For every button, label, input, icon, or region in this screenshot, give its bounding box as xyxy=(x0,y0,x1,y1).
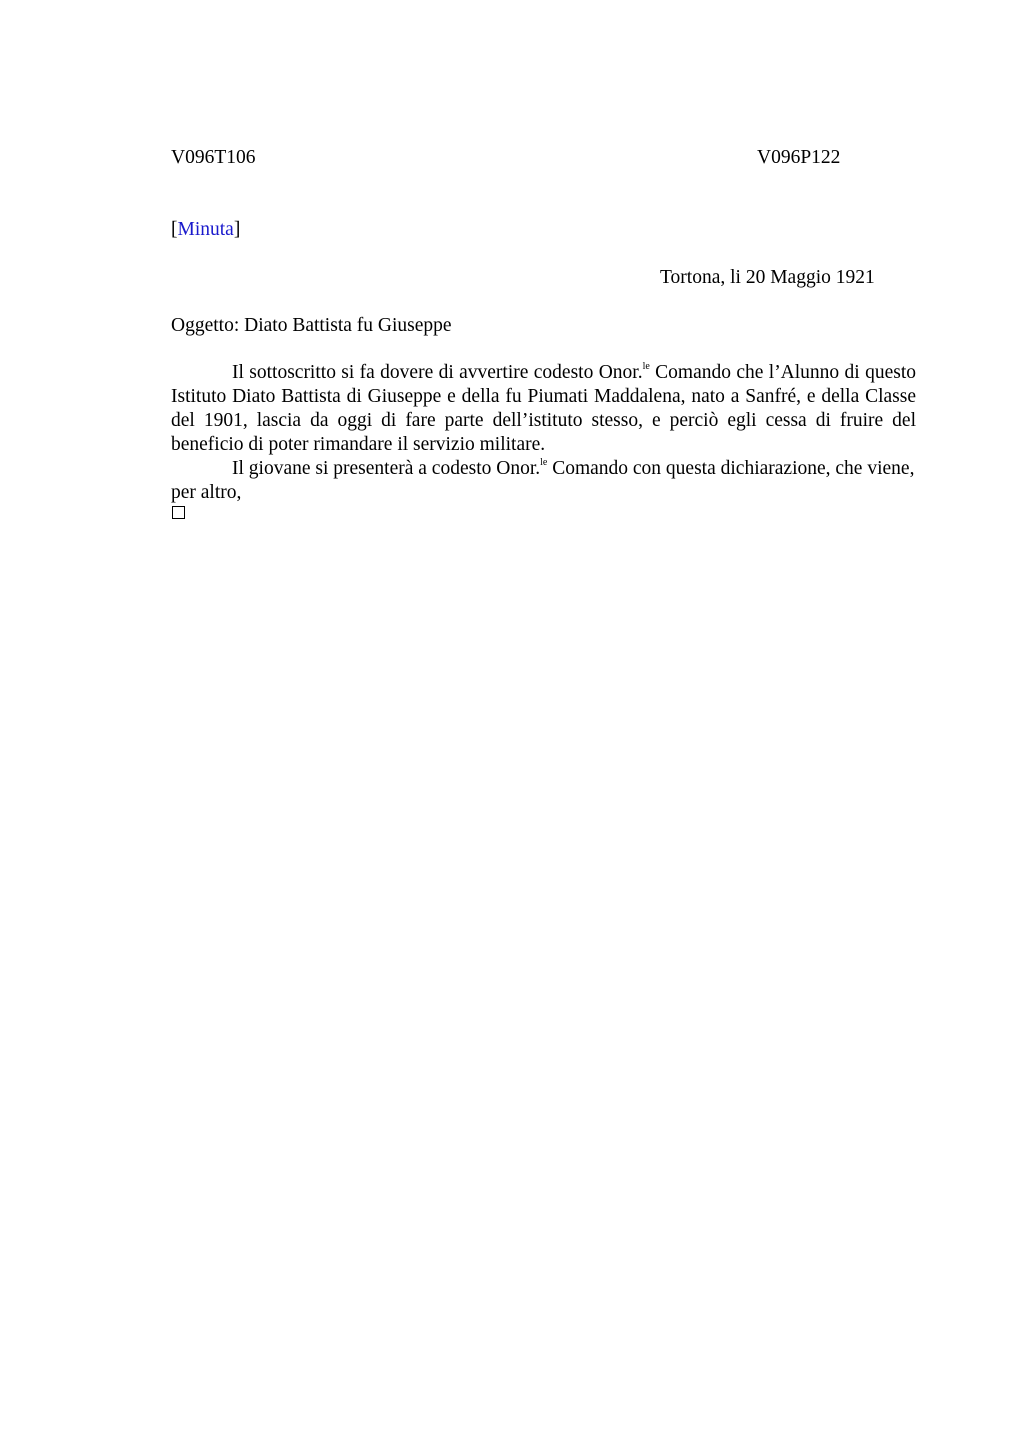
date-line: Tortona, li 20 Maggio 1921 xyxy=(660,267,875,288)
close-bracket: ] xyxy=(233,219,241,240)
paragraph-1-text-b: Comando che l’Alunno di questo Istituto Diato Battista di Giuseppe e della fu Piumati Maddalena, nato a Sanfré, e della Classe del 1901, lascia da oggi di fare parte dell’istituto stesso, e perciò egli cessa di fruire del beneficio di poter rimandare il servizio militare. xyxy=(171,362,916,455)
letter-body xyxy=(171,361,916,505)
paragraph-1-text-a: Il sottoscritto si fa dovere di avvertire codesto Onor. xyxy=(232,362,643,383)
paragraph-2-superscript: le xyxy=(540,457,548,468)
minuta-link[interactable]: Minuta xyxy=(177,219,234,240)
paragraph-2-text-b: Comando con questa dichiarazione, che viene, per altro, xyxy=(171,458,915,503)
empty-square-icon xyxy=(172,506,185,519)
paragraph-1-superscript: le xyxy=(642,361,650,372)
document-code-left: V096T106 xyxy=(171,147,256,168)
draft-annotation xyxy=(171,218,240,242)
document-code-right: V096P122 xyxy=(757,147,841,168)
paragraph-2 xyxy=(171,457,916,505)
open-bracket: [ xyxy=(171,219,178,240)
paragraph-2-text-a: Il giovane si presenterà a codesto Onor. xyxy=(232,458,541,479)
paragraph-1 xyxy=(171,361,916,457)
subject-line: Oggetto: Diato Battista fu Giuseppe xyxy=(171,315,452,336)
